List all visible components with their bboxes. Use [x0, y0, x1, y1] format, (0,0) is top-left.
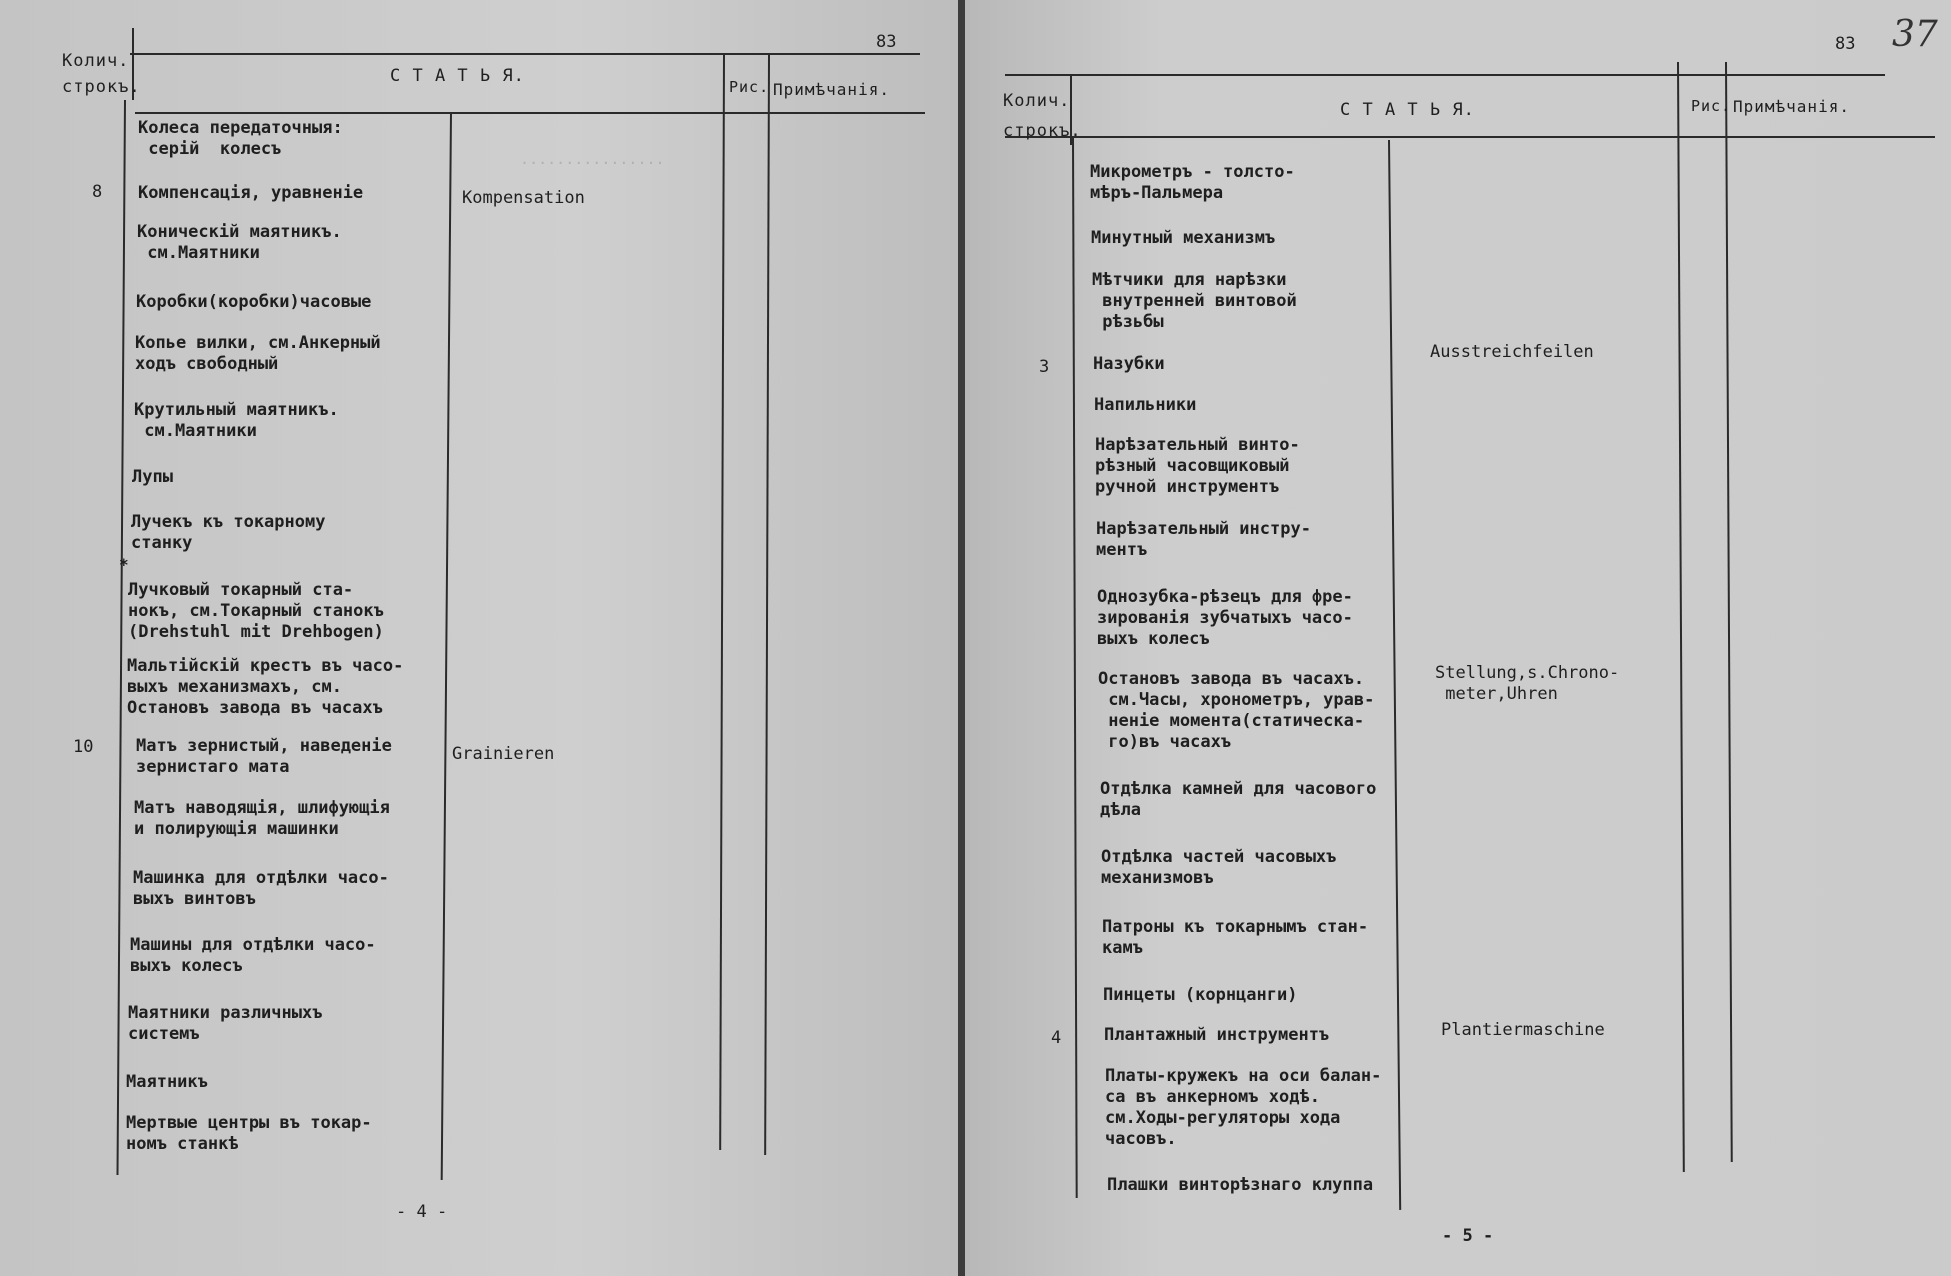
entry-note: Plantiermaschine: [1441, 1020, 1605, 1040]
handwritten-page-number: 37: [1892, 14, 1938, 55]
qty-col-rule: [116, 100, 126, 1175]
fig-col-rule: [1677, 62, 1685, 1172]
page-number: 83: [1835, 34, 1856, 54]
entry-text: Коробки(коробки)часовые: [136, 292, 372, 312]
entry-text: Компенсація, уравненіе: [138, 183, 364, 203]
entry-text: Однозубка-рѣзецъ для фре- зированія зубчатыхъ часо- выхъ колесъ: [1097, 587, 1353, 649]
article-col-rule: [441, 112, 452, 1180]
left-page: [0, 0, 958, 1276]
entry-text: Напильники: [1094, 395, 1197, 415]
header-bottom-rule: [135, 112, 925, 114]
entry-qty: 4: [1051, 1028, 1062, 1048]
entry-text: Пинцеты (корнцанги): [1103, 985, 1298, 1005]
entry-text: Мертвые центры въ токар- номъ станкѣ: [126, 1113, 372, 1154]
entry-note: Kompensation: [462, 188, 585, 208]
entry-text: Мѣтчики для нарѣзки внутренней винтовой рѣзьбы: [1092, 270, 1297, 332]
entry-text: Нарѣзательный винто- рѣзный часовщиковый ручной инструментъ: [1095, 435, 1300, 497]
entry-text: Лучковый токарный ста- нокъ, см.Токарный станокъ (Drehstuhl mit Drehbogen): [128, 580, 384, 642]
entry-note: Grainieren: [452, 744, 555, 764]
entry-text: Нарѣзательный инстру- ментъ: [1096, 519, 1311, 560]
header-top-rule: [1005, 74, 1885, 76]
notes-column-header: Примѣчанія.: [773, 80, 890, 99]
entry-text: Мальтійскій крестъ въ часо- выхъ механизмахъ, см. Остановъ завода въ часахъ: [127, 656, 404, 718]
bleed-through-text: ................: [520, 150, 665, 168]
entry-text: Отдѣлка камней для часового дѣла: [1100, 779, 1377, 820]
entry-text: Минутный механизмъ: [1091, 228, 1276, 248]
header-top-rule: [130, 53, 920, 55]
entry-text: Назубки: [1093, 354, 1165, 374]
article-col-rule: [1388, 140, 1401, 1210]
entry-text: Матъ наводящія, шлифующія и полирующія машинки: [134, 798, 390, 839]
entry-text: Микрометръ - толсто- мѣръ-Пальмера: [1090, 162, 1295, 203]
entry-text: Лучекъ къ токарному станку: [131, 512, 326, 553]
entry-text: Патроны къ токарнымъ стан- камъ: [1102, 917, 1369, 958]
entry-text: Машинка для отдѣлки часо- выхъ винтовъ: [133, 868, 389, 909]
qty-col-rule: [1072, 138, 1078, 1198]
entry-text: Плашки винторѣзнаго клуппа: [1107, 1175, 1374, 1195]
entry-note: Stellung,s.Chrono- meter,Uhren: [1435, 663, 1620, 704]
entry-qty: 3: [1039, 357, 1050, 377]
entry-text: Лупы: [132, 467, 173, 487]
fig-column-header: Рис.: [1691, 97, 1732, 115]
page-footer: - 4 -: [396, 1202, 448, 1222]
entry-text: Отдѣлка частей часовыхъ механизмовъ: [1101, 847, 1337, 888]
fig-column-header: Рис.: [729, 78, 770, 96]
fig-col-rule: [719, 55, 725, 1150]
entry-text: Маятники различныхъ системъ: [128, 1003, 323, 1044]
entry-text: Маятникъ: [126, 1072, 208, 1092]
qty-column-header: Колич. строкъ.: [1003, 91, 1082, 141]
notes-col-rule: [1725, 62, 1733, 1162]
entry-qty: 10: [73, 737, 94, 757]
article-column-header: С Т А Т Ь Я.: [390, 66, 525, 86]
notes-column-header: Примѣчанія.: [1733, 97, 1850, 116]
entry-text: Коническій маятникъ. см.Маятники: [137, 222, 342, 263]
qty-column-header: Колич. строкъ.: [62, 51, 141, 97]
right-page: [965, 0, 1951, 1276]
entry-note: Ausstreichfeilen: [1430, 342, 1594, 362]
entry-qty: 8: [92, 182, 103, 202]
header-bottom-rule: [1005, 136, 1935, 138]
entry-text: Плантажный инструментъ: [1104, 1025, 1330, 1045]
article-column-header: С Т А Т Ь Я.: [1340, 100, 1475, 120]
entry-text: Машины для отдѣлки часо- выхъ колесъ: [130, 935, 376, 976]
entry-text: Колеса передаточныя: серій колесъ: [138, 118, 343, 159]
asterisk-mark: *: [119, 555, 129, 574]
entry-text: Платы-кружекъ на оси балан- са въ анкерномъ ходѣ. см.Ходы-регуляторы хода часовъ.: [1105, 1066, 1382, 1149]
page-number: 83: [876, 32, 897, 52]
notes-col-rule: [764, 55, 770, 1155]
entry-text: Копье вилки, см.Анкерный ходъ свободный: [135, 333, 381, 374]
entry-text: Остановъ завода въ часахъ. см.Часы, хронометръ, урав- неніе момента(статическа- го)въ часахъ: [1098, 669, 1375, 752]
page-footer: - 5 -: [1442, 1226, 1494, 1246]
entry-text: Крутильный маятникъ. см.Маятники: [134, 400, 339, 441]
entry-text: Матъ зернистый, наведеніе зернистаго мата: [136, 736, 392, 777]
